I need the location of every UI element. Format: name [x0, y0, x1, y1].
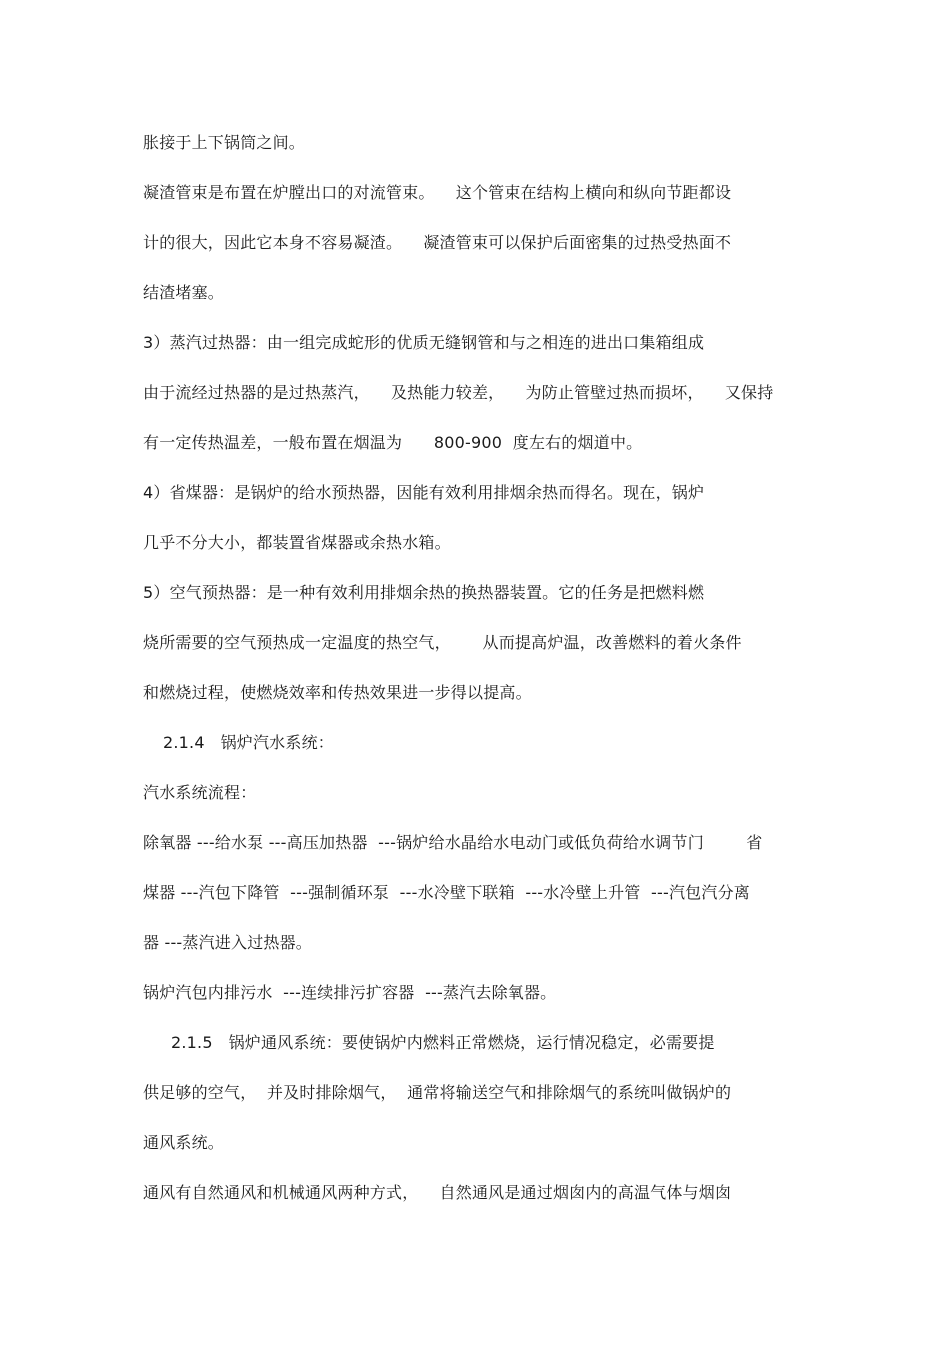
text-line: 供足够的空气， 并及时排除烟气， 通常将输送空气和排除烟气的系统叫做锅炉的: [143, 1083, 732, 1102]
section-heading-2-1-4: 2.1.4 锅炉汽水系统：: [163, 733, 334, 752]
text-line: 烧所需要的空气预热成一定温度的热空气， 从而提高炉温，改善燃料的着火条件: [143, 633, 742, 652]
text-line: 有一定传热温差，一般布置在烟温为 800-900 度左右的烟道中。: [143, 433, 643, 452]
text-line: 煤器 ---汽包下降管 ---强制循环泵 ---水冷壁下联箱 ---水冷壁上升管 ---汽包汽分离: [143, 883, 750, 902]
text-line: 器 ---蒸汽进入过热器。: [143, 933, 313, 952]
text-line: 除氧器 ---给水泵 ---高压加热器 ---锅炉给水晶给水电动门或低负荷给水调节门 省: [143, 833, 763, 852]
text-line: 由于流经过热器的是过热蒸汽， 及热能力较差， 为防止管壁过热而损坏， 又保持: [143, 383, 774, 402]
text-line: 和燃烧过程，使燃烧效率和传热效果进一步得以提高。: [143, 683, 532, 702]
text-line: 胀接于上下锅筒之间。: [143, 133, 306, 152]
text-line: 凝渣管束是布置在炉膛出口的对流管束。 这个管束在结构上横向和纵向节距都设: [143, 183, 732, 202]
text-line: 汽水系统流程：: [143, 783, 257, 802]
text-line: 4）省煤器：是锅炉的给水预热器，因能有效利用排烟余热而得名。现在，锅炉: [143, 483, 705, 502]
text-line: 几乎不分大小，都装置省煤器或余热水箱。: [143, 533, 451, 552]
section-heading-2-1-5: 2.1.5 锅炉通风系统：要使锅炉内燃料正常燃烧，运行情况稳定，必需要提: [171, 1033, 715, 1052]
text-line: 通风系统。: [143, 1133, 225, 1152]
text-line: 结渣堵塞。: [143, 283, 225, 302]
text-line: 3）蒸汽过热器：由一组完成蛇形的优质无缝钢管和与之相连的进出口集箱组成: [143, 333, 705, 352]
text-line: 5）空气预热器：是一种有效利用排烟余热的换热器装置。它的任务是把燃料燃: [143, 583, 705, 602]
text-line: 计的很大，因此它本身不容易凝渣。 凝渣管束可以保护后面密集的过热受热面不: [143, 233, 732, 252]
text-line: 锅炉汽包内排污水 ---连续排污扩容器 ---蒸汽去除氧器。: [143, 983, 557, 1002]
text-line: 通风有自然通风和机械通风两种方式， 自然通风是通过烟囱内的高温气体与烟囱: [143, 1183, 732, 1202]
